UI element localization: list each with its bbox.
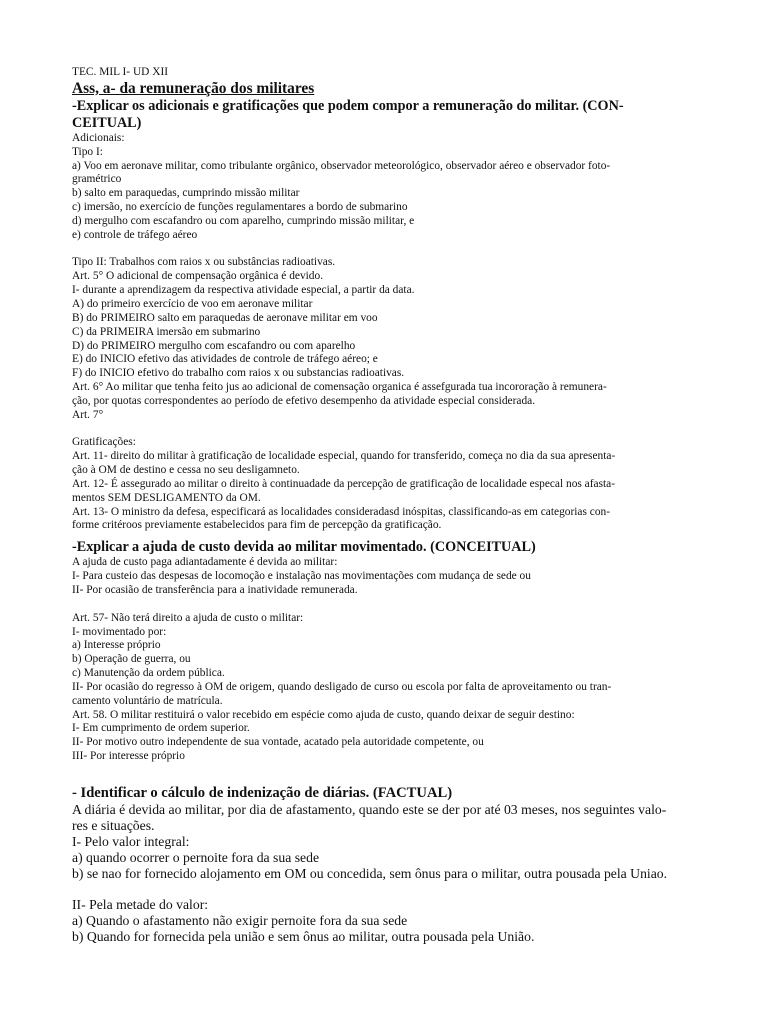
text-line: A ajuda de custo paga adiantadamente é devida ao militar: bbox=[72, 556, 338, 569]
text-line: I- durante a aprendizagem da respectiva atividade especial, a partir da data. bbox=[72, 284, 415, 297]
list-item: e) controle de tráfego aéreo bbox=[72, 228, 198, 241]
text-line: Art. 6° Ao militar que tenha feito jus ao adicional de comensação organica é assefgurada tua incororação à remunera- bbox=[72, 381, 607, 394]
list-item: d) mergulho com escafandro ou com aparelho, cumprindo missão militar, e bbox=[72, 214, 415, 227]
section-adicionais bbox=[72, 98, 694, 533]
text-line: ção à OM de destino e cessa no seu desligamneto. bbox=[72, 464, 300, 477]
text-line: mentos SEM DESLIGAMENTO da OM. bbox=[72, 491, 261, 504]
text-line: Art. 12- É assegurado ao militar o direito à continuadade da percepção de gratificação de localidade especal nos afasta- bbox=[72, 477, 616, 490]
text-line: Art. 11- direito do militar à gratificação de localidade especial, quando for transferido, começa no dia da sua apresenta- bbox=[72, 450, 616, 463]
tipo1-list bbox=[72, 160, 694, 243]
text-line: b) se nao for fornecido alojamento em OM ou concedida, sem ônus para o militar, outra pousada pela Uniao. bbox=[72, 865, 668, 881]
text-line: II- Por ocasião de transferência para a inatividade remunerada. bbox=[72, 584, 358, 596]
text-line: Gratificações: bbox=[72, 436, 136, 449]
text-line: C) da PRIMEIRA imersão em submarino bbox=[72, 325, 261, 338]
section-diarias bbox=[72, 771, 694, 945]
list-item: b) salto em paraquedas, cumprindo missão militar bbox=[72, 187, 300, 200]
text-line: forme critéroos previamente estabelecidos para fim de percepção da gratificação. bbox=[72, 519, 442, 532]
text-line: camento voluntário de matrícula. bbox=[72, 694, 223, 707]
text-line: I- Pelo valor integral: bbox=[72, 833, 190, 849]
text-line: a) Interesse próprio bbox=[72, 639, 161, 652]
text-line: B) do PRIMEIRO salto em paraquedas de aeronave militar em voo bbox=[72, 311, 378, 324]
list-item: gramétrico bbox=[72, 173, 122, 186]
page-title: Ass, a- da remuneração dos militares bbox=[72, 79, 315, 97]
text-line: F) do INICIO efetivo do trabalho com raios x ou substancias radioativas. bbox=[72, 367, 405, 380]
section-heading: -Explicar os adicionais e gratificações que podem compor a remuneração do militar. (CON- bbox=[72, 97, 624, 114]
text-line: b) Quando for fornecida pela união e sem ônus ao militar, outra pousada pela União. bbox=[72, 928, 535, 944]
text-line: Art. 57- Não terá direito a ajuda de custo o militar: bbox=[72, 611, 304, 624]
text-line: ção, por quotas correspondentes ao período de efetivo desempenho da atividade especial considerada. bbox=[72, 394, 536, 407]
text-line: D) do PRIMEIRO mergulho com escafandro ou com aparelho bbox=[72, 339, 356, 352]
text-line: II- Por ocasião do regresso à OM de origem, quando desligado de curso ou escola por falta de aproveitamento ou tran- bbox=[72, 680, 612, 693]
document-page bbox=[72, 66, 694, 944]
text-line: II- Por motivo outro independente de sua vontade, acatado pela autoridade competente, ou bbox=[72, 736, 484, 749]
section-ajuda-de-custo bbox=[72, 539, 694, 764]
text-line: res e situações. bbox=[72, 818, 155, 834]
text-line: I- movimentado por: bbox=[72, 625, 167, 638]
text-line: Art. 58. O militar restituirá o valor recebido em espécie como ajuda de custo, quando deixar de seguir destino: bbox=[72, 708, 575, 721]
adicionais-label: Adicionais: bbox=[72, 131, 125, 144]
text-line: a) Quando o afastamento não exigir pernoite fora da sua sede bbox=[72, 912, 408, 928]
gratificacoes-block bbox=[72, 436, 694, 533]
text-line: b) Operação de guerra, ou bbox=[72, 653, 191, 666]
course-header: TEC. MIL I- UD XII bbox=[72, 66, 169, 78]
text-line: Art. 13- O ministro da defesa, especificará as localidades consideradasd inóspitas, classificando-as em categorias con- bbox=[72, 505, 611, 518]
text-line: E) do INICIO efetivo das atividades de controle de tráfego aéreo; e bbox=[72, 353, 378, 366]
text-line: III- Por interesse próprio bbox=[72, 750, 185, 763]
section-heading: -Explicar a ajuda de custo devida ao militar movimentado. (CONCEITUAL) bbox=[72, 539, 536, 556]
text-line: c) Manutenção da ordem pública. bbox=[72, 667, 225, 680]
text-line: II- Pela metade do valor: bbox=[72, 897, 209, 913]
text-line: Tipo II: Trabalhos com raios x ou substâncias radioativas. bbox=[72, 256, 336, 269]
tipo1-label: Tipo I: bbox=[72, 145, 103, 158]
text-line: I- Para custeio das despesas de locomoção e instalação nas movimentações com mudança de sede ou bbox=[72, 570, 531, 583]
text-line: a) quando ocorrer o pernoite fora da sua sede bbox=[72, 849, 320, 865]
text-line: Art. 7° bbox=[72, 408, 104, 421]
list-item: c) imersão, no exercício de funções regulamentares a bordo de submarino bbox=[72, 201, 408, 214]
text-line: I- Em cumprimento de ordem superior. bbox=[72, 722, 250, 735]
section-heading-cont: CEITUAL) bbox=[72, 114, 142, 131]
text-line: A diária é devida ao militar, por dia de afastamento, quando este se der por até 03 meses, nos seguintes valo- bbox=[72, 802, 667, 818]
tipo2-block bbox=[72, 256, 694, 422]
text-line: A) do primeiro exercício de voo em aeronave militar bbox=[72, 297, 313, 310]
list-item: a) Voo em aeronave militar, como tribulante orgânico, observador meteorológico, observador aéreo e observador foto- bbox=[72, 159, 611, 172]
section-heading: - Identificar o cálculo de indenização de diárias. (FACTUAL) bbox=[72, 784, 453, 801]
text-line: Art. 5° O adicional de compensação orgânica é devido. bbox=[72, 270, 324, 283]
